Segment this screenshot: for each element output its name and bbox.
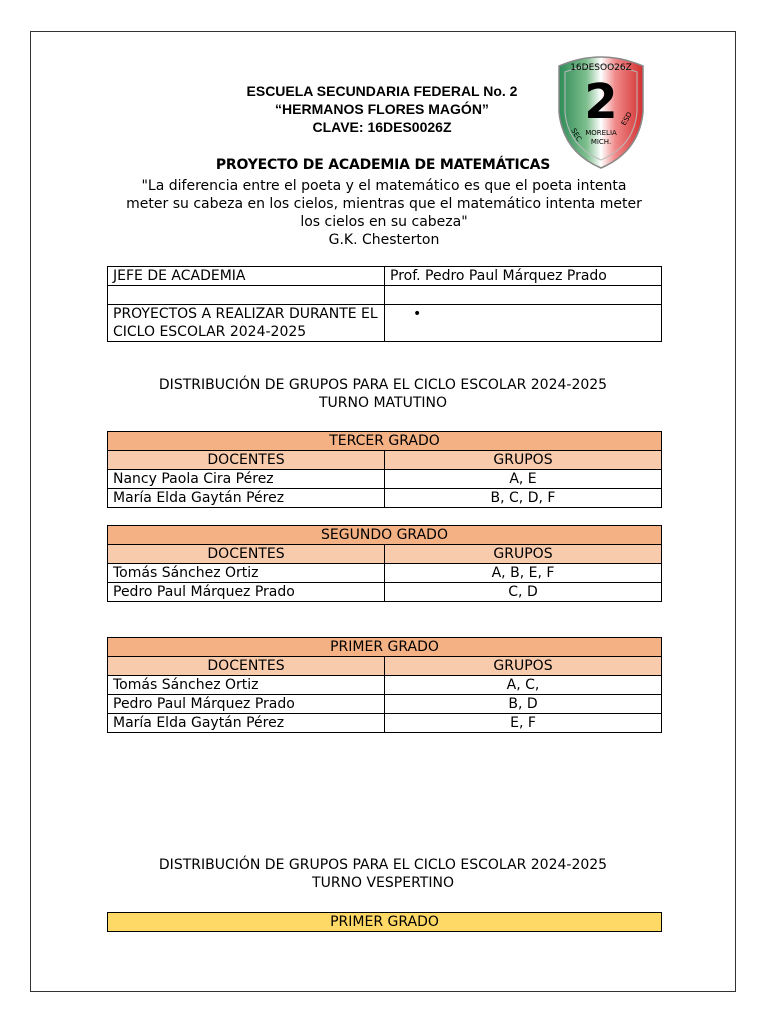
logo-state: MICH. bbox=[590, 138, 612, 146]
table-row bbox=[108, 583, 662, 602]
table-row bbox=[108, 267, 662, 286]
grupos-cell: E, F bbox=[385, 714, 662, 733]
col-grupos: GRUPOS bbox=[385, 545, 662, 564]
turno-label: TURNO MATUTINO bbox=[318, 395, 447, 411]
logo-left-text: SEC bbox=[569, 127, 584, 143]
project-title: PROYECTO DE ACADEMIA DE MATEMÁTICAS bbox=[215, 157, 551, 173]
docente-cell: Tomás Sánchez Ortiz bbox=[108, 676, 385, 695]
distribution-title: DISTRIBUCIÓN DE GRUPOS PARA EL CICLO ESCOLAR 2024-2025 bbox=[158, 377, 608, 393]
table-row bbox=[108, 714, 662, 733]
primer-grado-table bbox=[107, 637, 662, 733]
logo-number: 2 bbox=[584, 74, 618, 130]
col-grupos: GRUPOS bbox=[385, 657, 662, 676]
docente-cell: María Elda Gaytán Pérez bbox=[108, 489, 385, 508]
docente-cell: Pedro Paul Márquez Prado bbox=[108, 695, 385, 714]
grupos-cell: A, C, bbox=[385, 676, 662, 695]
docente-cell: Pedro Paul Márquez Prado bbox=[108, 583, 385, 602]
school-shield-logo bbox=[551, 52, 651, 172]
school-motto-name: “HERMANOS FLORES MAGÓN” bbox=[275, 101, 489, 117]
proyectos-label: PROYECTOS A REALIZAR DURANTE EL CICLO ESCOLAR 2024-2025 bbox=[108, 305, 385, 342]
table-row bbox=[108, 305, 662, 342]
table-row bbox=[108, 286, 662, 305]
grade-title: SEGUNDO GRADO bbox=[108, 526, 662, 545]
grupos-cell: B, C, D, F bbox=[385, 489, 662, 508]
school-name: ESCUELA SECUNDARIA FEDERAL No. 2 bbox=[246, 83, 518, 99]
table-row bbox=[108, 470, 662, 489]
logo-code: 16DESOO26Z bbox=[570, 63, 632, 73]
docente-cell: Nancy Paola Cira Pérez bbox=[108, 470, 385, 489]
quote-line: "La diferencia entre el poeta y el matemático es que el poeta intenta bbox=[141, 178, 627, 194]
document-page bbox=[30, 31, 736, 992]
segundo-grado-table bbox=[107, 525, 662, 602]
academy-info-table bbox=[107, 266, 662, 342]
col-docentes: DOCENTES bbox=[108, 545, 385, 564]
empty-cell bbox=[108, 286, 385, 305]
logo-right-text: ESD bbox=[619, 110, 634, 127]
table-row bbox=[108, 489, 662, 508]
grupos-cell: C, D bbox=[385, 583, 662, 602]
proyectos-bullet: • bbox=[385, 305, 662, 342]
quote-block bbox=[106, 177, 662, 249]
grade-title: PRIMER GRADO bbox=[108, 638, 662, 657]
table-row bbox=[108, 564, 662, 583]
docente-cell: María Elda Gaytán Pérez bbox=[108, 714, 385, 733]
col-docentes: DOCENTES bbox=[108, 657, 385, 676]
jefe-value: Prof. Pedro Paul Márquez Prado bbox=[385, 267, 662, 286]
table-row bbox=[108, 676, 662, 695]
grupos-cell: A, B, E, F bbox=[385, 564, 662, 583]
docente-cell: Tomás Sánchez Ortiz bbox=[108, 564, 385, 583]
logo-city: MORELIA bbox=[585, 129, 617, 137]
quote-author: G.K. Chesterton bbox=[328, 232, 440, 248]
vespertino-heading bbox=[31, 856, 735, 892]
quote-line: meter su cabeza en los cielos, mientras que el matemático intenta meter bbox=[126, 196, 642, 212]
tercer-grado-table bbox=[107, 431, 662, 508]
quote-line: los cielos en su cabeza" bbox=[300, 214, 468, 230]
jefe-label: JEFE DE ACADEMIA bbox=[108, 267, 385, 286]
col-docentes: DOCENTES bbox=[108, 451, 385, 470]
col-grupos: GRUPOS bbox=[385, 451, 662, 470]
matutino-heading bbox=[31, 376, 735, 412]
turno-label: TURNO VESPERTINO bbox=[312, 875, 454, 891]
distribution-title: DISTRIBUCIÓN DE GRUPOS PARA EL CICLO ESCOLAR 2024-2025 bbox=[158, 857, 608, 873]
grade-title: PRIMER GRADO bbox=[108, 913, 662, 932]
table-row bbox=[108, 695, 662, 714]
grupos-cell: A, E bbox=[385, 470, 662, 489]
vespertino-primer-grado-table bbox=[107, 912, 662, 932]
empty-cell bbox=[385, 286, 662, 305]
grupos-cell: B, D bbox=[385, 695, 662, 714]
grade-title: TERCER GRADO bbox=[108, 432, 662, 451]
school-clave: CLAVE: 16DES0026Z bbox=[312, 119, 452, 135]
